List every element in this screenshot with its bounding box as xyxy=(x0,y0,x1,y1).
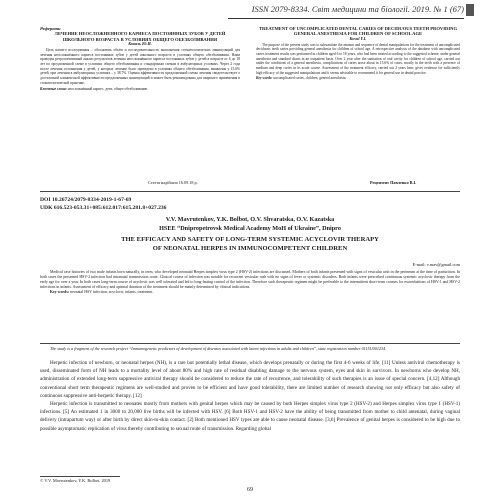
article-affiliation: HSEE “Dnipropetrovsk Medical Academy MoH of Ukraine”, Dnipro xyxy=(159,225,341,232)
abstract-paragraph: The purpose of the present study was to substantiate the amount and sequence of dental manipulations for the treatment of uncomplicated deciduous teeth caries providing general anesthesia for children of school age. A retrospective analysis of the database with uncomplicated caries treatment results was performed in children aged 6 to 18 years, who had been treated according to the suggested scheme, under general anesthesia and standard charts in an outpatient basis. Over 2 year after the sanitation of oral cavity for children of school age, carried out under the conditions of a general anesthesia, complications of caries arose about in 15.6% of cases, mostly in the teeth with a presence of medium and deep caries in its acute course. Assessment of the treatment efficacy, carried out 2 years later, gives evidence for sufficiently high efficacy of the suggested manipulations and it seems advisable to recommend it for general use in dental practice. xyxy=(256,42,460,75)
keywords-label: Key words: xyxy=(50,290,70,295)
keywords-text: neonatal HSV infection, acyclovir, infants, treatment. xyxy=(70,290,154,295)
article-authors: V.V. Mavrutenkov, Y.K. Bolbot, O.V. Shvaratska, O.V. Kazatska xyxy=(165,216,335,223)
page-number: 69 xyxy=(247,487,253,493)
keywords-label: Ключевые слова: xyxy=(40,86,67,91)
article-body xyxy=(40,359,460,433)
article-keywords xyxy=(40,290,460,295)
abstract-russian xyxy=(40,26,240,91)
abstract-body xyxy=(256,43,460,76)
article-title-line-2: OF NEONATAL HERPES IN IMMUNOCOMPETENT CHILDREN xyxy=(152,245,348,252)
body-paragraph: Herpetic infection is transmitted to neonates mostly from mothers with genital herpes which may be caused by both Herpes simplex virus type 2 (HSV-2) and Herpes simplex virus type 1 (HSV-1) infections. [5] An estimated 1 in 3000 to 20,000 live births will be infected with HSV. [6] Both HSV-1 and HSV-2 have the ability of being transmitted from mother to child antenatal, during vaginal delivery (intrapartum way) or after birth by direct skin-to-skin contact. [2] Both mentioned HSV types are able to cause neonatal disease. [3,6] Prevalence of genital herpes is considered to be high due to possible asymptomatic replication of virus thereby contributing to sexual route of transmission. Regarding global xyxy=(40,401,460,432)
header-marker xyxy=(466,4,474,16)
article-title-line-1: THE EFFICACY AND SAFETY OF LONG-TERM SYSTEMIC ACYCLOVIR THERAPY xyxy=(121,236,379,243)
abstract-body xyxy=(40,48,240,86)
doi: DOI 10.26724/2079-8334-2019-1-67-69 xyxy=(40,197,132,203)
keywords-label: Key words: xyxy=(256,76,273,81)
research-note xyxy=(40,346,460,351)
abstract-keywords xyxy=(256,76,460,81)
abstract-divider xyxy=(40,343,460,344)
abstracts-label: Реферати xyxy=(40,26,61,31)
abstract-paragraph: Medical case histories of two male infants born naturally, in term, who developed neonatal Herpes simplex virus type 2 (HSV-2) infections are discussed. Mothers of both infants presented with signs of vesicular rash in the perineum at the time of parturition. In both cases the presented HSV-2 infection had intranatal transmission route. Clinical course of infection was notable for recurrent vesicular rash with no signs of fever or systemic disorders. Both infants were prescribed continuous systemic acyclovir therapy from the early age for over a year. In both cases long-term course of acyclovir was well tolerated and led to long-lasting control of the infection. Therefore such therapeutic regimen might be preferable to the intermittent short-term courses for exacerbations of HSV-1 and HSV-2 infections in infants. Assessment of efficacy and optimal duration of the treatment should be mainly determined by clinical indications. xyxy=(40,270,460,290)
abstract-title: TREATMENT OF UNCOMPLICATED DENTAL CARIES OF DECIDUOUS TEETH PROVIDING GENERAL ANESTHESIA FOR CHILDREN OF SCHOOL AGE xyxy=(258,26,458,37)
abstract-keywords xyxy=(40,87,240,92)
copyright: © V.V. Mavrutenkov, Y.K. Bolbot, 2019 xyxy=(40,478,111,483)
journal-header xyxy=(228,4,464,19)
received-date: Стаття надійшла 16.09.18 р. xyxy=(148,180,198,185)
keywords-text: uncomplicated caries, children, general anesthesia. xyxy=(273,76,347,81)
abstract-title: ЛЕЧЕНИЕ НЕОСЛОЖНЕННОГО КАРИЕСА ПОСТОЯННЫХ ЗУБОВ У ДЕТЕЙ ШКОЛЬНОГО ВОЗРАСТА В УСЛОВИЯХ ОБЩЕГО ОБЕЗБОЛИВАНИЯ xyxy=(54,31,226,42)
section-divider xyxy=(40,191,460,192)
contact-email[interactable]: E-mail: v.mav@gmail.com xyxy=(412,262,460,267)
journal-issn: ISSN 2079-8334. Світ медицини та біології. 2019. № 1 (67) xyxy=(251,4,464,14)
body-paragraph: Herpetic infection of newborn, or neonatal herpes (NH), is a rare but potentially lethal disease, which develops prenatally or during the first 4-6 weeks of life. [11] Unless antiviral chemotherapy is used, disseminated form of NH leads to a mortality level of about 80% and high rate of residual disabling damage to the nervous system, eyes and skin in survivors. In newborns who develop NH, administration of extended long-term suppressive antiviral therapy should be considered to reduce the rate of recurrence, and tolerability of such therapies is an issue of special concern. [4,12] Although conventional short term therapeutic regimens are well-studied and proven to be efficient and have good tolerability, there are limited number of research showing not only efficacy but also safety of continuous suppressive anti-herpetic therapy. [12] xyxy=(40,360,460,399)
article-abstract xyxy=(40,270,460,295)
abstract-author: Koval Y.I. xyxy=(349,35,367,41)
research-note-text: The study is a fragment of the research project “Immunogenetic predictors of development of diseases associated with latent infections in adults and children”, state registration number 0115U001234. xyxy=(50,346,387,351)
abstract-paragraph: Цель нашего исследования – обосновать объём и последовательность выполнения стоматологических манипуляций для лечения неосложнённого кариеса постоянных зубов у детей школьного возраста в условиях общего обезболивания. Нами проведен ретроспективный анализ результатов лечения неосложнённого кариеса постоянных зубов у детей в возрасте от 6 до 18 лет по предложенной схеме в условиях общего обезболивания и стандартным схемам в амбулаторных условиях. Через 2 года после лечения осложнения у детей, у которых лечение было проведено в условиях общего обезболивания, выявлены у 15,6% детей, при лечении в амбулаторных условиях – у 38,7%. Оценка эффективности предложенной схемы лечения свидетельствует о достаточной клинической эффективности предложенных манипуляций и может быть рекомендована для широкого применения в стоматологической практике. xyxy=(40,47,240,85)
abstract-author: Коваль Ю.И. xyxy=(128,41,152,47)
reviewer: Рецензент Павленко В.І. xyxy=(370,180,417,185)
udk: UDK 616.523-053.31+085:612.017:615.281.8+027.236 xyxy=(40,205,167,211)
footer-divider xyxy=(40,476,120,477)
abstract-english xyxy=(256,26,460,81)
keywords-text: неосложнённый кариес, дети, общее обезболивание. xyxy=(67,86,149,91)
